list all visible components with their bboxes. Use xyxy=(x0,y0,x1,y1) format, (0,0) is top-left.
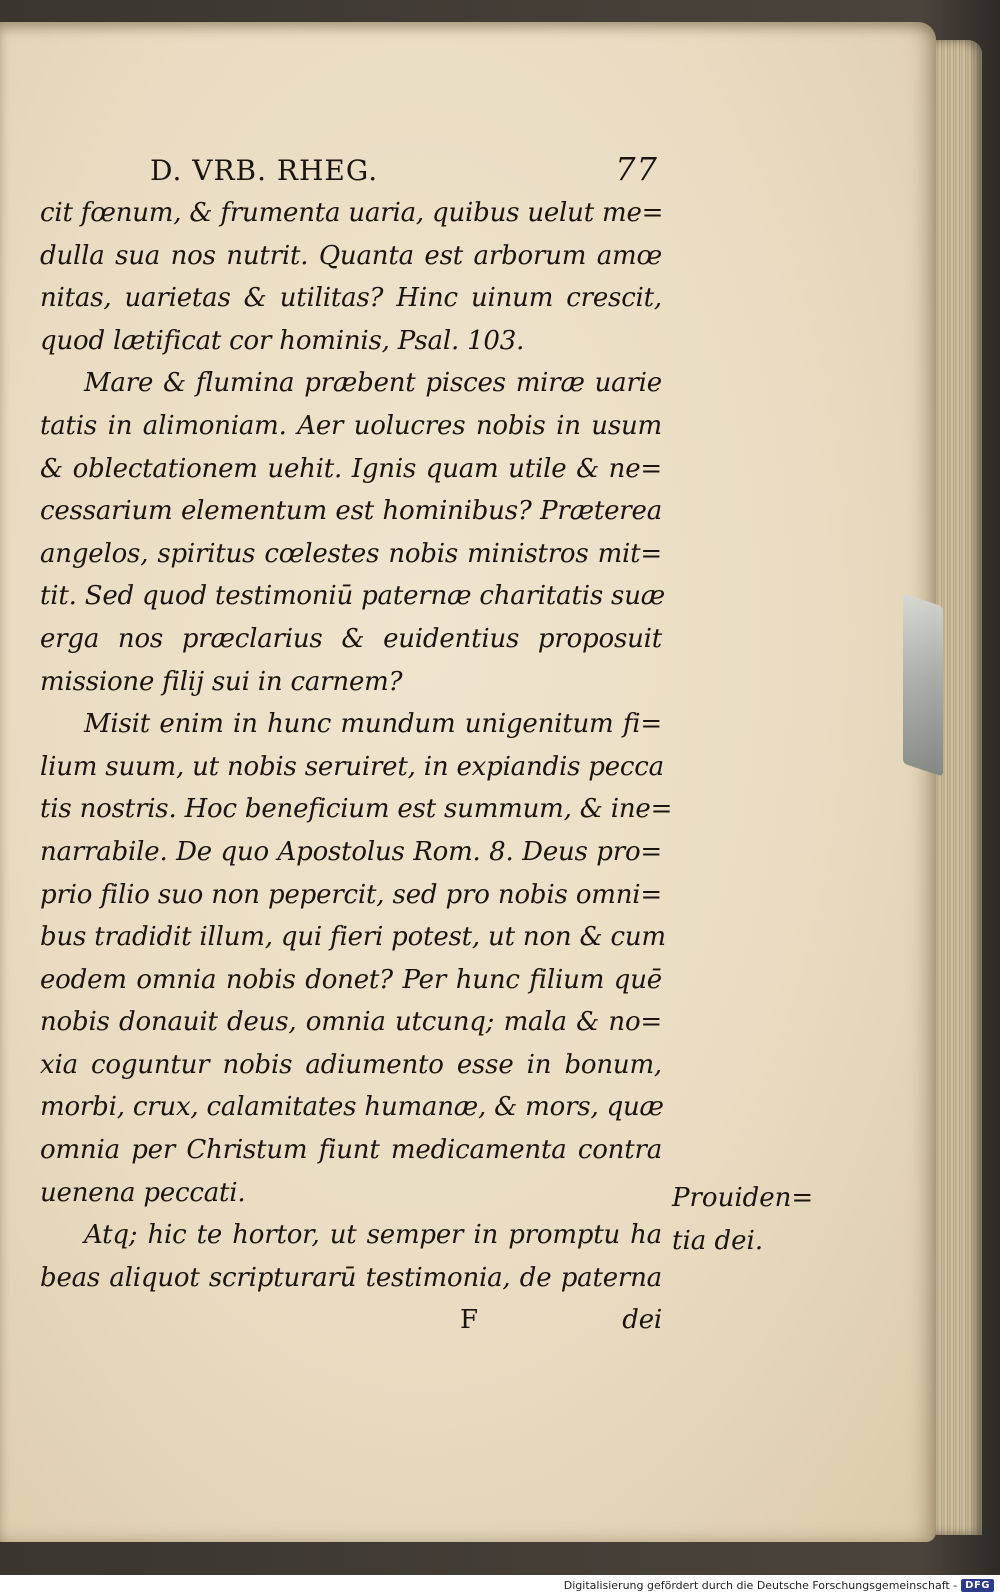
text-line: & oblectationem uehit. Ignis quam utile & ne= xyxy=(40,453,662,484)
text-line: angelos, spiritus cœlestes nobis ministros mit= xyxy=(40,538,662,569)
text-line: tis nostris. Hoc beneficium est summum, & ine= xyxy=(40,794,673,825)
signature-row xyxy=(40,1299,662,1342)
page-number: 77 xyxy=(615,150,658,188)
text-line: narrabile. De quo Apostolus Rom. 8. Deus pro= xyxy=(40,836,662,867)
text-line: nobis donauit deus, omnia utcunq; mala & no= xyxy=(40,1007,662,1038)
margin-note-line: tia dei. xyxy=(672,1225,764,1256)
running-title: D. VRB. RHEG. xyxy=(150,154,379,187)
text-line: prio filio suo non pepercit, sed pro nobis omni= xyxy=(40,879,662,910)
text-line: xia coguntur nobis adiumento esse in bonum, xyxy=(40,1049,662,1080)
text-line: Mare & flumina præbent pisces miræ uarie xyxy=(84,368,662,399)
text-line: cessarium elementum est hominibus? Præterea xyxy=(40,496,662,527)
text-line: quod lætificat cor hominis, Psal. 103. xyxy=(40,325,525,356)
dfg-logo: DFG xyxy=(961,1579,994,1592)
text-line: bus tradidit illum, qui fieri potest, ut non & cum xyxy=(40,922,666,953)
text-line: cit fœnum, & frumenta uaria, quibus uelut me= xyxy=(40,198,664,228)
text-line: Misit enim in hunc mundum unigenitum fi= xyxy=(84,709,662,740)
text-line: Atq; hic te hortor, ut semper in promptu ha xyxy=(84,1220,662,1251)
page-edges xyxy=(936,40,982,1535)
text-line: uenena peccati. xyxy=(40,1177,246,1208)
text-line: omnia per Christum fiunt medicamenta contra xyxy=(40,1135,662,1166)
catchword: dei xyxy=(622,1305,662,1336)
text-line: tit. Sed quod testimoniū paternæ charitatis suæ xyxy=(40,581,665,612)
text-line: beas aliquot scripturarū testimonia, de paterna xyxy=(40,1262,662,1293)
text-line: erga nos præclarius & euidentius proposuit xyxy=(40,623,662,654)
text-line: tatis in alimoniam. Aer uolucres nobis in usum xyxy=(40,410,662,441)
running-header xyxy=(40,148,662,192)
margin-note xyxy=(672,1177,812,1262)
footer-credit: Digitalisierung gefördert durch die Deutsche Forschungsgemeinschaft - xyxy=(563,1578,958,1592)
text-line: eodem omnia nobis donet? Per hunc filium quē xyxy=(40,964,662,995)
text-line: missione filij sui in carnem? xyxy=(40,666,403,697)
margin-note-line: Prouiden= xyxy=(672,1183,814,1213)
text-line: nitas, uarietas & utilitas? Hinc uinum crescit, xyxy=(40,283,662,314)
page-holder-strip xyxy=(903,594,943,777)
text-line: morbi, crux, calamitates humanæ, & mors, quæ xyxy=(40,1092,664,1123)
main-text-block xyxy=(40,148,673,1342)
text-line: dulla sua nos nutrit. Quanta est arborum amœ xyxy=(40,240,662,271)
digitization-footer xyxy=(0,1575,1000,1595)
signature-mark: F xyxy=(460,1305,478,1336)
text-line: lium suum, ut nobis seruiret, in expiandis pecca xyxy=(40,751,664,782)
